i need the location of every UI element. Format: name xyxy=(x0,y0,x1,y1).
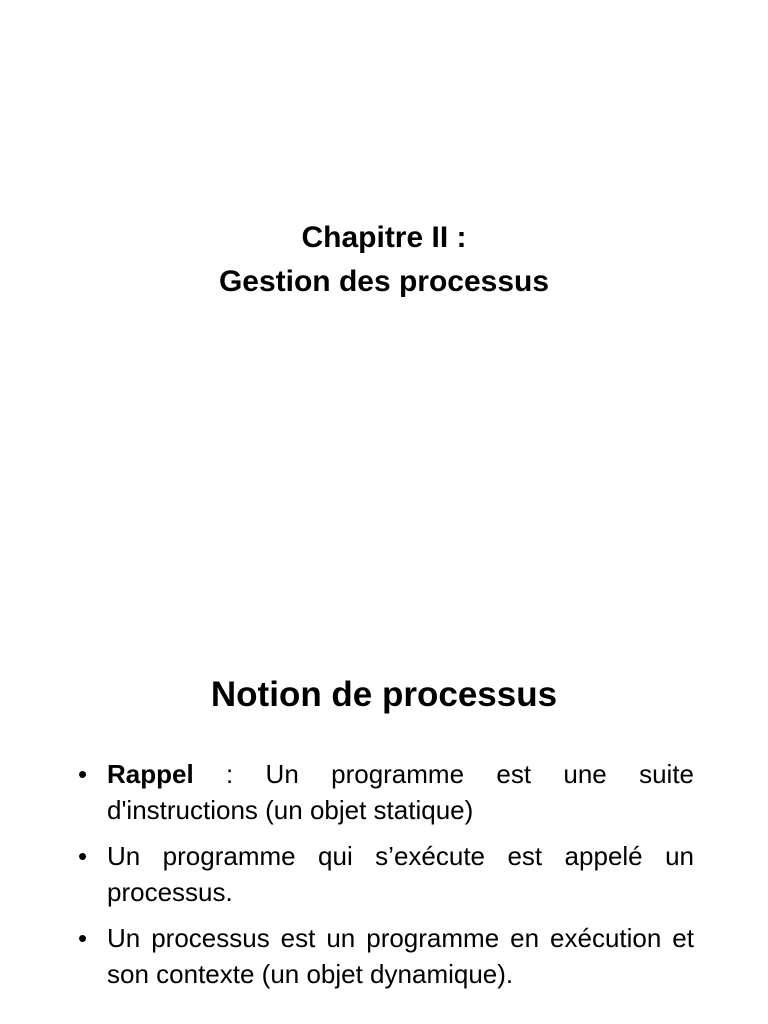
bullet-item-rappel xyxy=(78,756,694,828)
chapter-title-line-2: Gestion des processus xyxy=(218,265,550,298)
bullet-bold-label: Rappel xyxy=(107,759,194,789)
chapter-title xyxy=(0,216,768,304)
bullet-text: : Un programme est une suite d'instructions (un objet statique) xyxy=(107,759,694,825)
bullet-icon: • xyxy=(78,841,88,871)
bullet-text: Un programme qui s’exécute est appelé un processus. xyxy=(107,841,694,907)
bullet-icon: • xyxy=(78,923,88,953)
bullet-icon: • xyxy=(78,759,88,789)
bullet-list xyxy=(78,756,694,1002)
chapter-title-line-1: Chapitre II : xyxy=(301,221,467,254)
bullet-item-processus xyxy=(78,920,694,992)
bullet-item-programme xyxy=(78,838,694,910)
section-title: Notion de processus xyxy=(210,675,558,714)
slide-notion-processus xyxy=(0,512,768,1024)
bullet-text: Un processus est un programme en exécution et son contexte (un objet dynamique). xyxy=(107,923,694,989)
